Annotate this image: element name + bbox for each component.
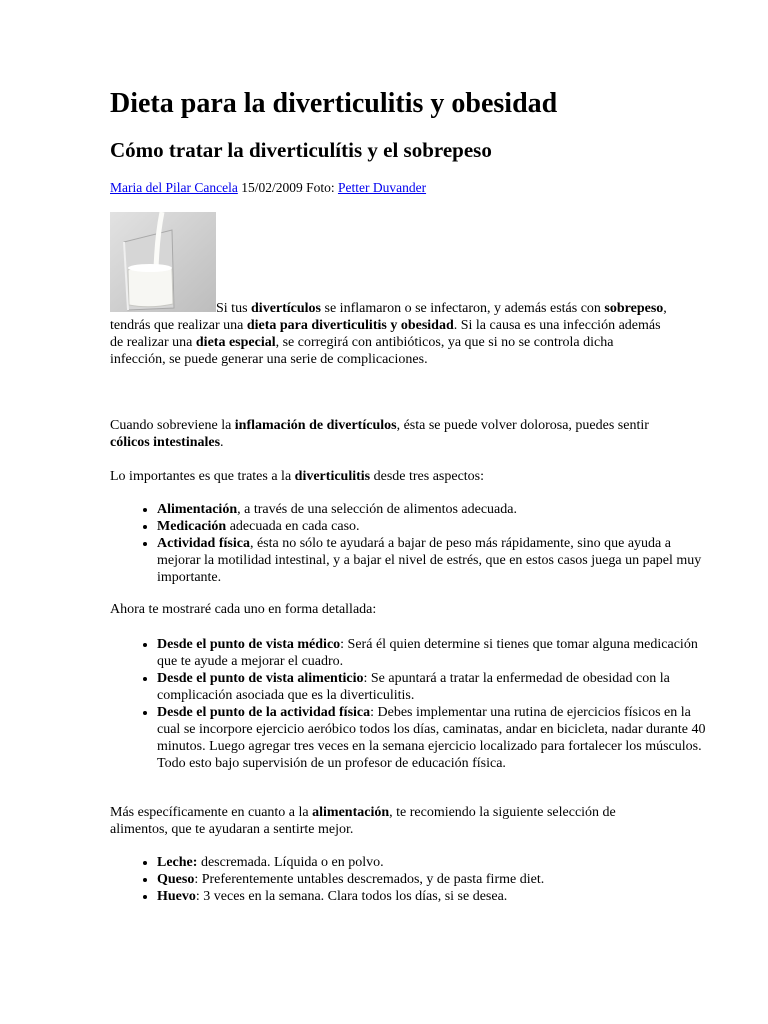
- page-title: Dieta para la diverticulitis y obesidad: [110, 88, 558, 119]
- list-detalle: [110, 636, 717, 772]
- photographer-link[interactable]: Petter Duvander: [337, 180, 427, 195]
- paragraph-detalle: Ahora te mostraré cada uno en forma detallada:: [110, 602, 377, 617]
- date-photo-label: 15/02/2009 Foto:: [237, 180, 338, 195]
- author-link[interactable]: Maria del Pilar Cancela: [110, 180, 238, 195]
- list-item: • Desde el punto de vista alimenticio: Se apuntará a tratar la enfermedad de obesidad con la complicación asociada que es la diverticulitis.: [157, 670, 717, 704]
- list-item: • Leche: descremada. Líquida o en polvo.: [157, 854, 717, 871]
- paragraph-alimentacion: Más específicamente en cuanto a la alimentación, te recomiendo la siguiente selección de alimentos, que te ayudaran a sentirte mejor.: [110, 805, 616, 837]
- paragraph-intro: Si tus divertículos se inflamaron o se infectaron, y además estás con sobrepeso, tendrás que realizar una dieta para diverticulitis y obesidad. Si la causa es una infección además de realizar una dieta especial, se corregirá con antibióticos, ya que si no se controla dicha infección, se puede generar una serie de complicaciones.: [110, 301, 667, 367]
- list-item: • Medicación adecuada en cada caso.: [157, 518, 717, 535]
- page-subtitle: Cómo tratar la diverticulítis y el sobrepeso: [110, 138, 492, 162]
- list-item: • Alimentación, a través de una selección de alimentos adecuada.: [157, 501, 717, 518]
- list-item: • Huevo: 3 veces en la semana. Clara todos los días, si se desea.: [157, 888, 717, 905]
- list-alimentos: [110, 854, 717, 905]
- glass-of-milk-photo: [110, 212, 216, 312]
- list-item: • Queso: Preferentemente untables descremados, y de pasta firme diet.: [157, 871, 717, 888]
- paragraph-aspectos: Lo importantes es que trates a la diverticulitis desde tres aspectos:: [110, 469, 485, 484]
- list-item: • Desde el punto de la actividad física: Debes implementar una rutina de ejercicios físicos en la cual se incorpore ejercicio aeróbico todos los días, caminatas, andar en bicicleta, nadar durante 40 minutos. Luego agregar tres veces en la semana ejercicio localizado para fortalecer los músculos. Todo esto bajo supervisión de un profesor de educación física.: [157, 704, 717, 772]
- list-item: • Desde el punto de vista médico: Será él quien determine si tienes que tomar alguna medicación que te ayude a mejorar el cuadro.: [157, 636, 717, 670]
- paragraph-inflamacion: Cuando sobreviene la inflamación de divertículos, ésta se puede volver dolorosa, puedes sentir cólicos intestinales.: [110, 418, 649, 450]
- list-item: • Actividad física, ésta no sólo te ayudará a bajar de peso más rápidamente, sino que ayuda a mejorar la motilidad intestinal, y a bajar el nivel de estrés, que en estos casos juega un papel muy importante.: [157, 535, 717, 586]
- byline: [110, 179, 426, 196]
- list-aspectos: [110, 501, 717, 586]
- milk-glass-icon: [110, 212, 216, 312]
